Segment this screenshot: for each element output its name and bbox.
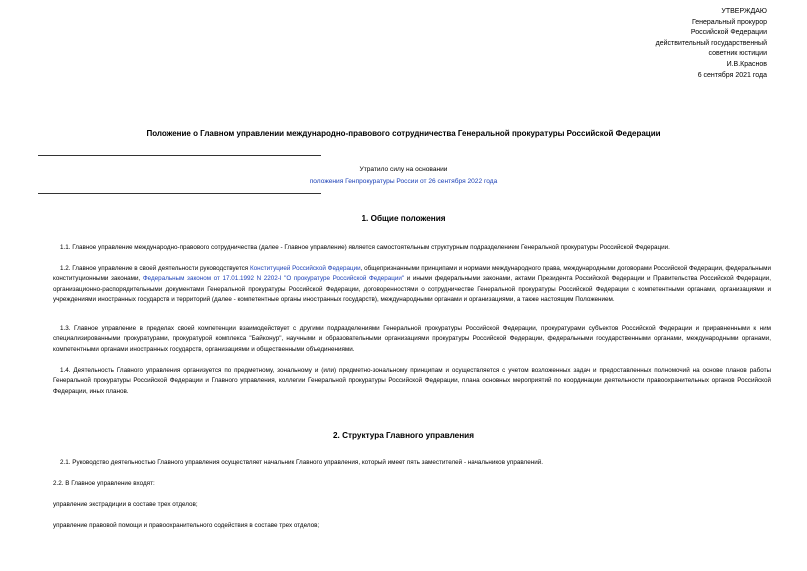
paragraph-2-1: 2.1. Руководство деятельностью Главного управления осуществляет начальник Главного управления, который имеет пять заместителей - начальников управлений. xyxy=(60,459,543,466)
paragraph-1-2 xyxy=(53,264,771,306)
lost-force-notice xyxy=(0,164,807,188)
approval-line: Генеральный прокурор xyxy=(691,18,767,26)
paragraph-2-2: 2.2. В Главное управление входят: xyxy=(53,480,155,487)
approval-line: советник юстиции xyxy=(708,50,767,58)
approval-line: И.В.Краснов xyxy=(726,60,767,68)
lost-force-text: Утратило силу на основании xyxy=(359,166,448,173)
approval-line: 6 сентября 2021 года xyxy=(697,71,767,79)
paragraph-1-3: 1.3. Главное управление в пределах своей компетенции взаимодействует с другими подразделениями Генеральной прокуратуры Российской Федерации, прокуратурами субъектов Российской Федерации и приравненными к ним специализированными прокуратурами, прокуратурой комплекса "Байконур", научными и образовательными организациями прокуратуры Российской Федерации, федеральными государственными органами, международными органами, компетентными органами иностранных государств, организациями и общественными объединениями. xyxy=(53,325,771,353)
prosecutor-law-link[interactable]: Федеральным законом от 17.01.1992 N 2202-I "О прокуратуре Российской Федерации" xyxy=(142,275,405,283)
constitution-link[interactable]: Конституцией Российской Федерации xyxy=(249,265,361,272)
approval-line: действительный государственный xyxy=(655,39,767,47)
divider-top xyxy=(38,155,321,156)
list-item: управление экстрадиции в составе трех отделов; xyxy=(53,501,198,508)
paragraph-text: 1.2. Главное управление в своей деятельности руководствуется xyxy=(60,265,250,272)
section-heading: 1. Общие положения xyxy=(361,214,446,223)
approval-line: Российской Федерации xyxy=(690,29,767,37)
divider-bottom xyxy=(38,193,321,194)
list-item: управление правовой помощи и правоохранительного содействия в составе трех отделов; xyxy=(53,522,320,529)
paragraph-text: и иными федеральными законами, актами Президента Российской Федерации и Правительства Российской Федерации, организационно-распорядительными документами Генеральной прокуратуры Российской Федерации, договоренностями о сотрудничестве Генеральной прокуратуры Российской Федерации с компетентными органами, организациями и учреждениями иностранных государств и территорий (далее - компетентные органы иностранных государств), международными органами и организациями, а также настоящим Положением. xyxy=(53,275,771,304)
paragraph-1-1: 1.1. Главное управление международно-правового сотрудничества (далее - Главное управление) является самостоятельным структурным подразделением Генеральной прокуратуры Российской Федерации. xyxy=(60,244,670,251)
section-heading: 2. Структура Главного управления xyxy=(333,431,474,440)
document-title: Положение о Главном управлении международно-правового сотрудничества Генеральной прокуратуры Российской Федерации xyxy=(146,129,661,138)
lost-force-link[interactable]: положения Генпрокуратуры России от 26 сентября 2022 года xyxy=(309,178,498,185)
approval-block xyxy=(567,7,767,81)
paragraph-text: , общепризнанными принципами и нормами международного права, международными договорами Российской Федерации, федеральными конституционными законами, xyxy=(53,265,772,283)
approval-line: УТВЕРЖДАЮ xyxy=(721,8,767,15)
paragraph-1-4: 1.4. Деятельность Главного управления организуется по предметному, зональному и (или) предметно-зональному принципам и осуществляется с учетом возложенных задач и предоставленных полномочий на основе планов работы Генеральной прокуратуры Российской Федерации и Главного управления, коллегии Генеральной прокуратуры Российской Федерации, плана основных мероприятий по координации деятельности правоохранительных органов Российской Федерации, иных планов. xyxy=(53,367,771,395)
